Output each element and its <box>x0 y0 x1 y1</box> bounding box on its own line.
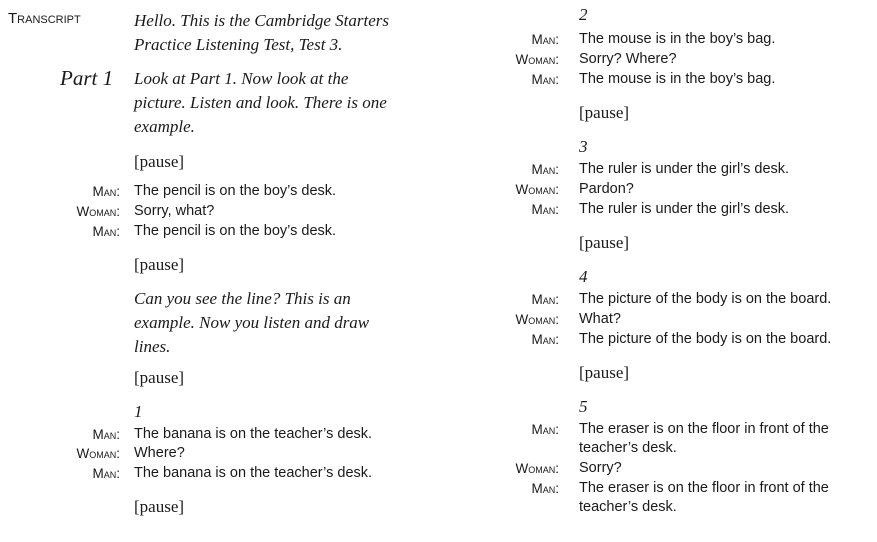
dialogue-line: The ruler is under the girl’s desk. <box>579 161 790 177</box>
pause-text: [pause] <box>579 103 630 122</box>
speaker-label: Woman: <box>515 182 559 197</box>
dialogue-line-continuation: teacher’s desk. <box>579 440 677 456</box>
speaker-label: Man: <box>531 32 559 47</box>
speaker-label: Man: <box>92 427 120 442</box>
dialogue-line: The eraser is on the floor in front of the <box>579 480 829 496</box>
pause-text: [pause] <box>579 233 630 252</box>
item-number: 2 <box>579 5 588 24</box>
speaker-label: Man: <box>531 422 559 437</box>
pause-text: [pause] <box>134 255 185 274</box>
speaker-label: Man: <box>531 162 559 177</box>
item-number: 1 <box>134 402 143 421</box>
part-instructions-line-3: example. <box>134 117 195 136</box>
speaker-label: Woman: <box>515 52 559 67</box>
speaker-label: Man: <box>531 481 559 496</box>
dialogue-line: The picture of the body is on the board. <box>579 331 832 347</box>
speaker-label: Woman: <box>76 446 120 461</box>
item-number: 4 <box>579 267 588 286</box>
pause-text: [pause] <box>134 368 185 387</box>
dialogue-line-continuation: teacher’s desk. <box>579 499 677 515</box>
dialogue-line: The mouse is in the boy’s bag. <box>579 31 776 47</box>
dialogue-line: Pardon? <box>579 181 634 197</box>
instructions-line-3: lines. <box>134 337 171 356</box>
speaker-label: Woman: <box>515 312 559 327</box>
part-instructions-line-1: Look at Part 1. Now look at the <box>134 69 349 88</box>
pause-text: [pause] <box>134 152 185 171</box>
dialogue-line: Sorry? Where? <box>579 51 677 67</box>
intro-line-1: Hello. This is the Cambridge Starters <box>134 11 390 30</box>
dialogue-line: The eraser is on the floor in front of the <box>579 421 829 437</box>
speaker-label: Man: <box>531 292 559 307</box>
transcript-heading: Transcript <box>8 10 81 27</box>
dialogue-line: The banana is on the teacher’s desk. <box>134 465 373 481</box>
pause-text: [pause] <box>579 363 630 382</box>
speaker-label: Man: <box>531 202 559 217</box>
dialogue-line: The pencil is on the boy’s desk. <box>134 183 337 199</box>
dialogue-line: Sorry, what? <box>134 203 215 219</box>
speaker-label: Man: <box>92 224 120 239</box>
part-label: Part 1 <box>60 66 114 90</box>
dialogue-line: Where? <box>134 445 185 461</box>
dialogue-line: The pencil is on the boy’s desk. <box>134 223 337 239</box>
dialogue-line: The banana is on the teacher’s desk. <box>134 426 373 442</box>
pause-text: [pause] <box>134 497 185 516</box>
speaker-label: Man: <box>531 332 559 347</box>
part-instructions-line-2: picture. Listen and look. There is one <box>134 93 387 112</box>
dialogue-line: The picture of the body is on the board. <box>579 291 832 307</box>
speaker-label: Man: <box>92 184 120 199</box>
item-number: 5 <box>579 397 588 416</box>
item-number: 3 <box>579 137 588 156</box>
speaker-label: Woman: <box>515 461 559 476</box>
instructions-line-2: example. Now you listen and draw <box>134 313 370 332</box>
intro-line-2: Practice Listening Test, Test 3. <box>134 35 343 54</box>
speaker-label: Man: <box>531 72 559 87</box>
speaker-label: Man: <box>92 466 120 481</box>
dialogue-line: Sorry? <box>579 460 622 476</box>
dialogue-line: What? <box>579 311 621 327</box>
speaker-label: Woman: <box>76 204 120 219</box>
dialogue-line: The mouse is in the boy’s bag. <box>579 71 776 87</box>
instructions-line-1: Can you see the line? This is an <box>134 289 351 308</box>
dialogue-line: The ruler is under the girl’s desk. <box>579 201 790 217</box>
